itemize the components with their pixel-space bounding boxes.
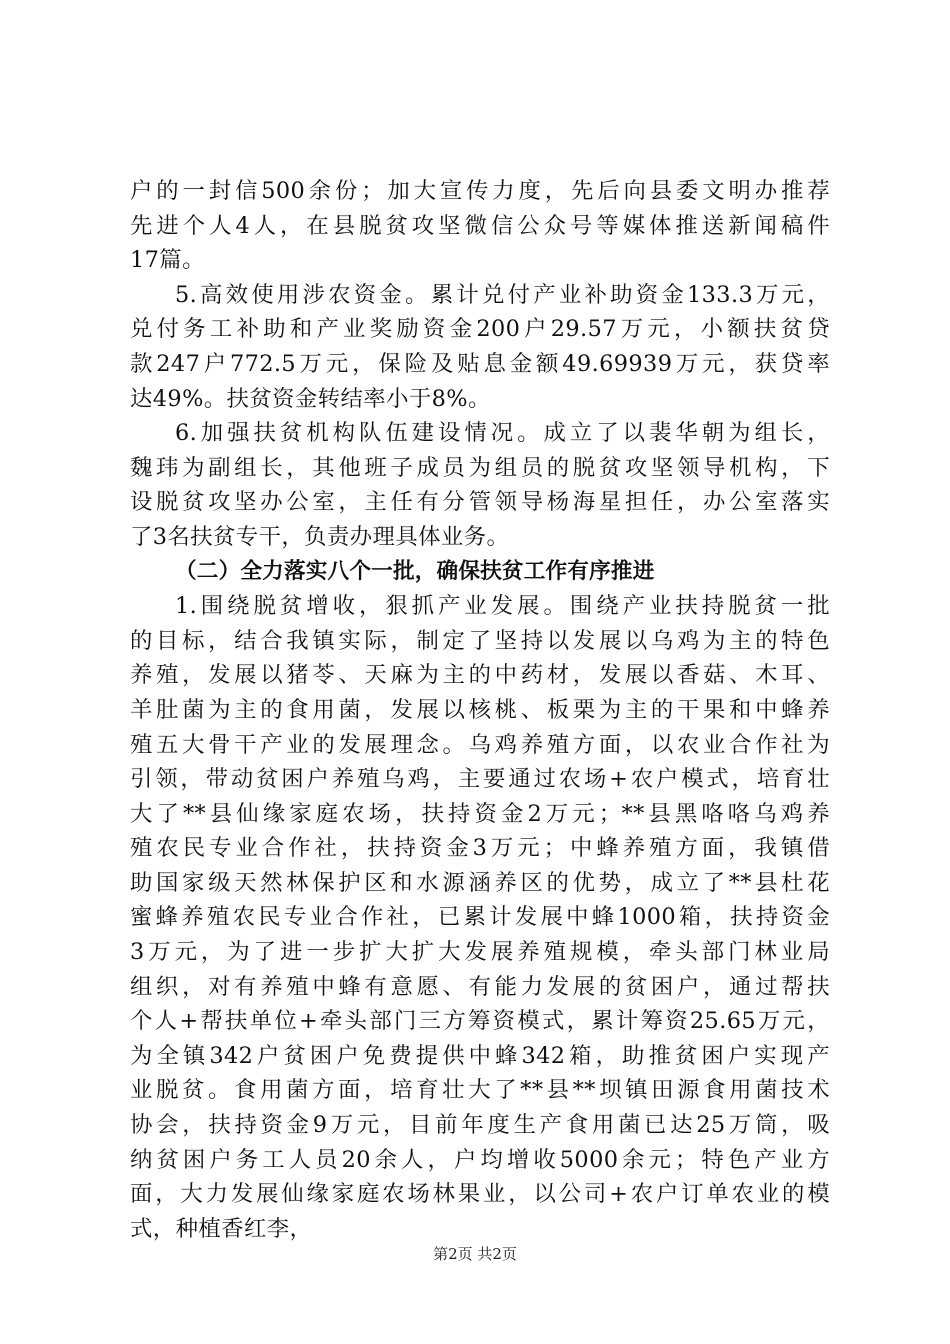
paragraph-line: 设脱贫攻坚办公室，主任有分管领导杨海星担任，办公室落实 xyxy=(130,489,830,516)
paragraph-line: 兑付务工补助和产业奖励资金200户29.57万元，小额扶贫贷 xyxy=(130,316,830,343)
paragraph-line: 羊肚菌为主的食用菌，发展以核桃、板栗为主的干果和中蜂养 xyxy=(130,696,830,723)
paragraph-line: 了3名扶贫专干，负责办理具体业务。 xyxy=(130,523,510,550)
paragraph-line: 引领，带动贫困户养殖乌鸡，主要通过农场+农户模式，培育壮 xyxy=(130,766,830,793)
paragraph-line: 式，种植香红李， xyxy=(130,1215,313,1242)
paragraph-line: 魏玮为副组长，其他班子成员为组员的脱贫攻坚领导机构，下 xyxy=(130,454,830,481)
paragraph-line: 户的一封信500余份；加大宣传力度，先后向县委文明办推荐 xyxy=(130,178,830,204)
paragraph-line: 养殖，发展以猪苓、天麻为主的中药材，发展以香菇、木耳、 xyxy=(130,662,830,689)
paragraph-line: 为全镇342户贫困户免费提供中蜂342箱，助推贫困户实现产 xyxy=(130,1042,830,1069)
document-body xyxy=(130,174,830,1246)
paragraph-line: 蜜蜂养殖农民专业合作社，已累计发展中蜂1000箱，扶持资金 xyxy=(130,904,830,931)
paragraph-line: 殖五大骨干产业的发展理念。乌鸡养殖方面，以农业合作社为 xyxy=(130,731,830,758)
paragraph-line: 组织，对有养殖中蜂有意愿、有能力发展的贫困户，通过帮扶 xyxy=(130,973,830,1000)
page-number: 第2页 共2页 xyxy=(433,1245,517,1263)
paragraph-line: 个人+帮扶单位+牵头部门三方筹资模式，累计筹资25.65万元， xyxy=(130,1008,830,1035)
paragraph-line: 17篇。 xyxy=(130,247,205,274)
paragraph-line: 协会，扶持资金9万元，目前年度生产食用菌已达25万筒，吸 xyxy=(130,1112,830,1139)
paragraph-line: 殖农民专业合作社，扶持资金3万元；中蜂养殖方面，我镇借 xyxy=(130,835,830,862)
paragraph-line: 大了**县仙缘家庭农场，扶持资金2万元；**县黑咯咯乌鸡养 xyxy=(130,800,830,827)
paragraph-line: 5.高效使用涉农资金。累计兑付产业补助资金133.3万元， xyxy=(175,281,830,308)
paragraph-line: 达49%。扶贫资金转结率小于8%。 xyxy=(130,385,491,412)
paragraph-line: 3万元，为了进一步扩大扩大发展养殖规模，牵头部门林业局 xyxy=(130,939,830,966)
paragraph-line: 面，大力发展仙缘家庭农场林果业，以公司+农户订单农业的模 xyxy=(130,1181,830,1208)
paragraph-line: 6.加强扶贫机构队伍建设情况。成立了以裴华朝为组长， xyxy=(175,420,830,447)
paragraph-line: 的目标，结合我镇实际，制定了坚持以发展以乌鸡为主的特色 xyxy=(130,627,830,654)
paragraph-line: 先进个人4人，在县脱贫攻坚微信公众号等媒体推送新闻稿件 xyxy=(130,212,830,239)
paragraph-line: 业脱贫。食用菌方面，培育壮大了**县**坝镇田源食用菌技术 xyxy=(130,1077,830,1104)
paragraph-line: 纳贫困户务工人员20余人，户均增收5000余元；特色产业方 xyxy=(130,1146,830,1173)
paragraph-line: 1.围绕脱贫增收，狠抓产业发展。围绕产业扶持脱贫一批 xyxy=(175,593,830,620)
paragraph-line: 助国家级天然林保护区和水源涵养区的优势，成立了**县杜花 xyxy=(130,869,830,896)
paragraph-line: 款247户772.5万元，保险及贴息金额49.69939万元，获贷率 xyxy=(130,350,830,377)
section-heading: （二）全力落实八个一批，确保扶贫工作有序推进 xyxy=(175,558,655,584)
